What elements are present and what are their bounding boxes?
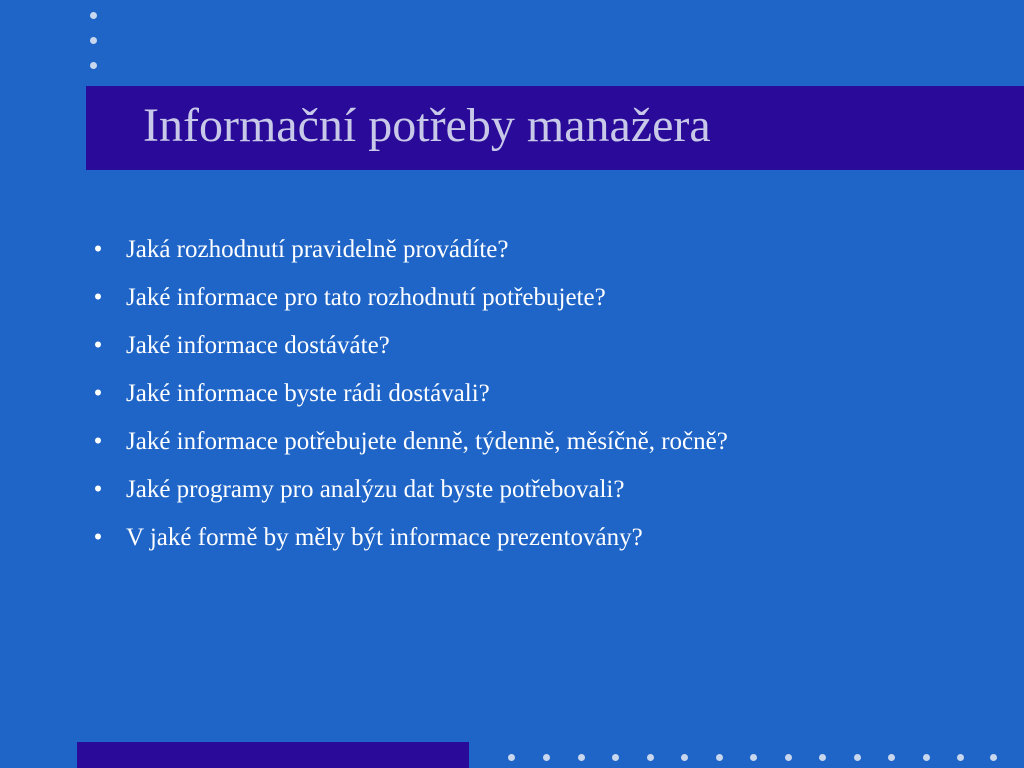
bullet-list <box>86 232 886 568</box>
bullet-text: Jaké informace dostáváte? <box>126 332 390 359</box>
decorative-dot-bottom-5 <box>647 754 654 761</box>
bullet-marker: • <box>93 332 103 359</box>
decorative-dot-bottom-8 <box>750 754 757 761</box>
decorative-dot-bottom-6 <box>681 754 688 761</box>
bullet-item <box>86 424 886 460</box>
decorative-dot-bottom-4 <box>612 754 619 761</box>
decorative-dot-top-3 <box>90 62 97 69</box>
decorative-dot-bottom-10 <box>819 754 826 761</box>
decorative-dot-bottom-1 <box>508 754 515 761</box>
bullet-marker: • <box>93 476 103 503</box>
bullet-marker: • <box>93 428 103 455</box>
bottom-accent-band <box>77 742 469 768</box>
bullet-text: Jaké informace byste rádi dostávali? <box>126 380 490 407</box>
decorative-dot-bottom-7 <box>716 754 723 761</box>
bullet-item <box>86 520 886 556</box>
decorative-dot-top-1 <box>90 12 97 19</box>
bullet-text: V jaké formě by měly být informace prezentovány? <box>126 524 643 551</box>
bullet-item <box>86 280 886 316</box>
bullet-marker: • <box>93 284 103 311</box>
bullet-marker: • <box>93 236 103 263</box>
decorative-dot-bottom-12 <box>888 754 895 761</box>
bullet-text: Jaká rozhodnutí pravidelně provádíte? <box>126 236 509 263</box>
bullet-item <box>86 328 886 364</box>
decorative-dot-bottom-3 <box>578 754 585 761</box>
decorative-dot-bottom-11 <box>854 754 861 761</box>
decorative-dot-bottom-14 <box>957 754 964 761</box>
decorative-dot-bottom-2 <box>543 754 550 761</box>
decorative-dot-top-2 <box>90 37 97 44</box>
slide-title: Informační potřeby manažera <box>143 99 711 152</box>
bullet-marker: • <box>93 524 103 551</box>
decorative-dot-bottom-13 <box>923 754 930 761</box>
decorative-dot-bottom-9 <box>785 754 792 761</box>
title-band <box>86 86 1024 170</box>
bullet-text: Jaké programy pro analýzu dat byste potřebovali? <box>126 476 625 503</box>
bullet-text: Jaké informace potřebujete denně, týdenně, měsíčně, ročně? <box>126 428 728 455</box>
bullet-text: Jaké informace pro tato rozhodnutí potřebujete? <box>126 284 606 311</box>
bullet-item <box>86 472 886 508</box>
bullet-item <box>86 232 886 268</box>
bullet-marker: • <box>93 380 103 407</box>
decorative-dot-bottom-15 <box>990 754 997 761</box>
bullet-item <box>86 376 886 412</box>
